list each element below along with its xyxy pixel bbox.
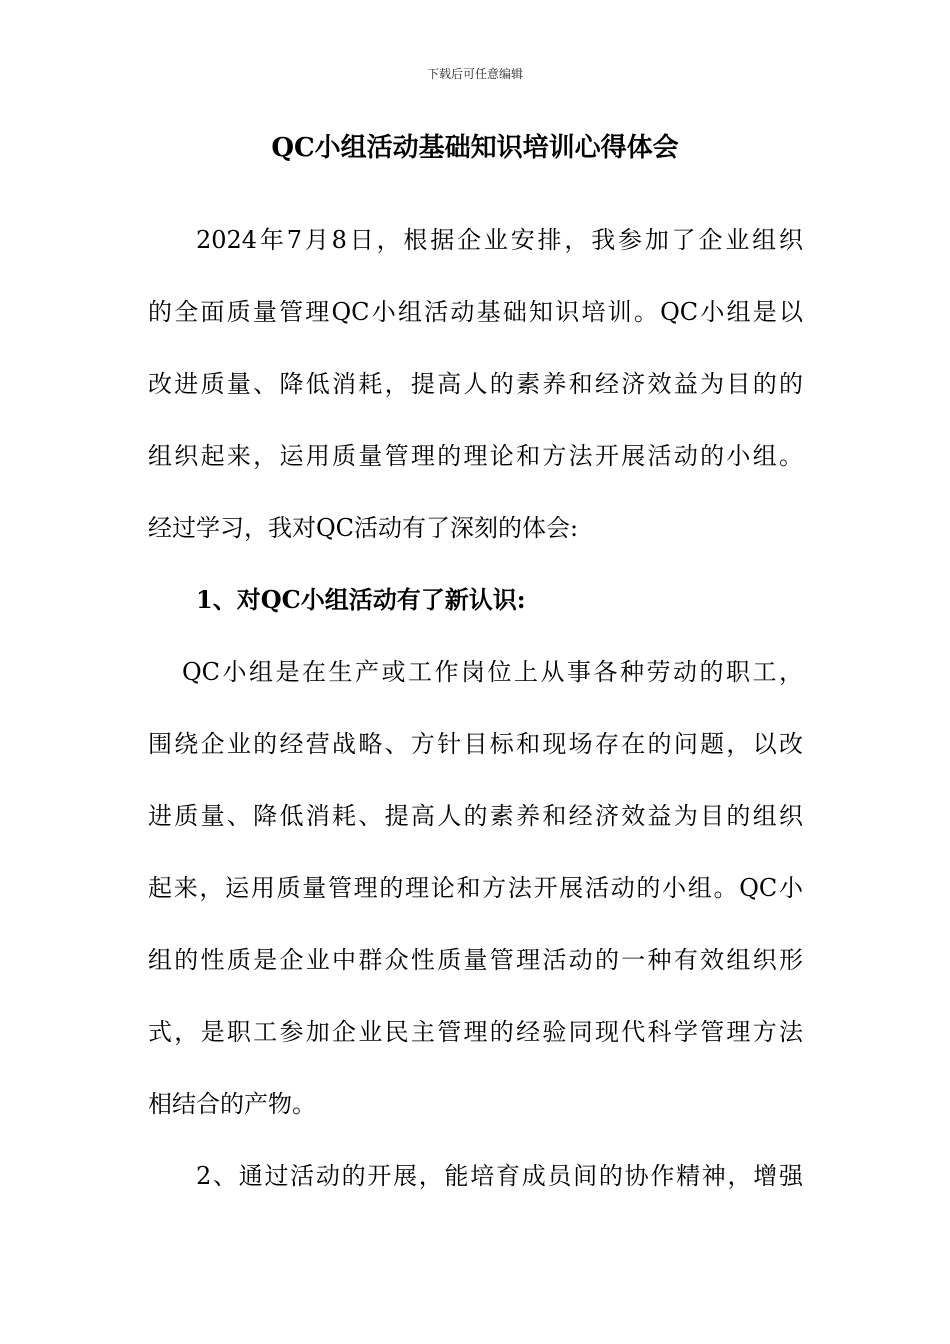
paragraph-line: QC小组是在生产或工作岗位上从事各种劳动的职工， — [182, 658, 803, 686]
paragraph-line: 相结合的产物。 — [148, 1090, 316, 1118]
section-heading: 1、对QC小组活动有了新认识: — [196, 585, 526, 614]
paragraph-line: 围绕企业的经营战略、方针目标和现场存在的问题，以改 — [148, 730, 803, 758]
paragraph-line: 2024年7月8日，根据企业安排，我参加了企业组织 — [196, 226, 803, 254]
paragraph-line: 的全面质量管理QC小组活动基础知识培训。QC小组是以 — [148, 298, 803, 326]
paragraph-line: 组织起来，运用质量管理的理论和方法开展活动的小组。 — [148, 442, 803, 470]
paragraph-line: 式，是职工参加企业民主管理的经验同现代科学管理方法 — [148, 1018, 803, 1046]
paragraph-line: 组的性质是企业中群众性质量管理活动的一种有效组织形 — [148, 946, 803, 974]
header-note: 下载后可任意编辑 — [426, 67, 523, 81]
paragraph-line: 起来，运用质量管理的理论和方法开展活动的小组。QC小 — [148, 874, 803, 902]
document-body — [148, 204, 803, 1212]
paragraph-line: 进质量、降低消耗、提高人的素养和经济效益为目的组织 — [148, 802, 803, 830]
paragraph-line: 改进质量、降低消耗，提高人的素养和经济效益为目的的 — [148, 370, 803, 398]
paragraph-line: 2、通过活动的开展，能培育成员间的协作精神，增强 — [196, 1162, 803, 1190]
document-title: QC小组活动基础知识培训心得体会 — [271, 133, 679, 163]
paragraph-line: 经过学习，我对QC活动有了深刻的体会: — [148, 514, 579, 542]
